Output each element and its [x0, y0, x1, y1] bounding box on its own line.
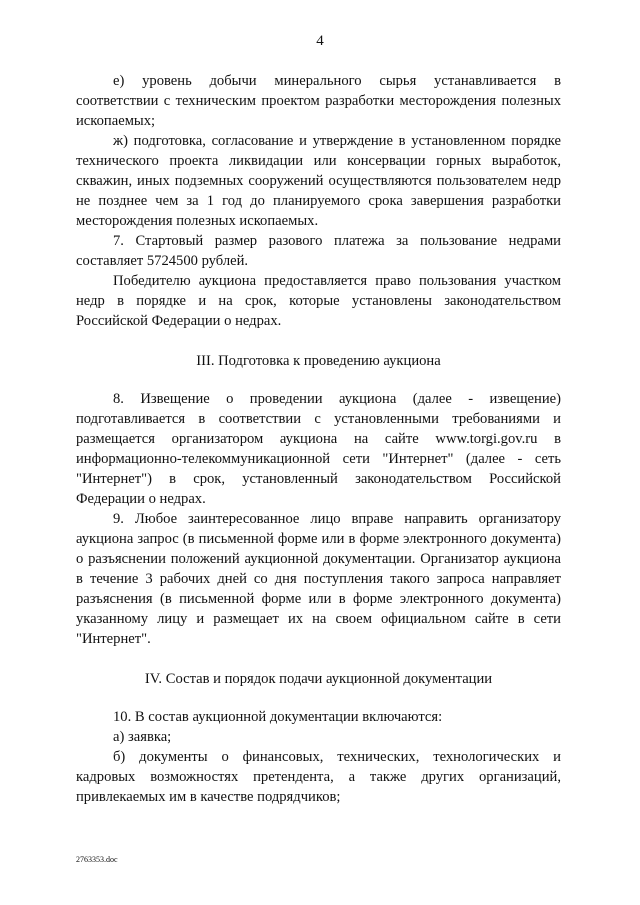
paragraph-item-zh: ж) подготовка, согласование и утверждение в установленном порядке технического проекта ликвидации или консервации горных выработок, скважин, иных подземных сооружений осуществляются пользователем недр не позднее чем за 1 год до планируемого срока завершения разработки месторождения полезных ископаемых. [76, 133, 561, 229]
page-number: 4 [316, 33, 324, 49]
footer-filename: 2763353.doc [76, 855, 118, 864]
document-body [76, 71, 561, 807]
paragraph-clause-9: 9. Любое заинтересованное лицо вправе направить организатору аукциона запрос (в письменной форме или в форме электронного документа) о разъяснении положений аукционной документации. Организатор аукциона в течение 3 рабочих дней со дня поступления такого запроса направляет разъяснения (в письменной форме или в форме электронного документа) указанному лицу и размещает их на своем официальном сайте в сети "Интернет". [76, 511, 561, 647]
section-heading-4: IV. Состав и порядок подачи аукционной документации [144, 671, 493, 687]
paragraph-item-b: б) документы о финансовых, технических, технологических и кадровых возможностях претендента, а также других организаций, привлекаемых им в качестве подрядчиков; [76, 749, 561, 805]
section-heading-3: III. Подготовка к проведению аукциона [196, 353, 441, 369]
paragraph-clause-7: 7. Стартовый размер разового платежа за пользование недрами составляет 5724500 рублей. [76, 233, 561, 269]
paragraph-clause-8: 8. Извещение о проведении аукциона (далее - извещение) подготавливается в соответствии с установленными требованиями и размещается организатором аукциона на сайте www.torgi.gov.ru в информационно-телекоммуникационной сети "Интернет" (далее - сеть "Интернет") в срок, установленный законодательством Российской Федерации о недрах. [76, 391, 561, 507]
paragraph-winner-rights: Победителю аукциона предоставляется право пользования участком недр в порядке и на срок, которые установлены законодательством Российской Федерации о недрах. [76, 273, 561, 329]
paragraph-item-e: е) уровень добычи минерального сырья устанавливается в соответствии с техническим проектом разработки месторождения полезных ископаемых; [76, 73, 561, 129]
paragraph-item-a: а) заявка; [113, 729, 172, 745]
paragraph-clause-10: 10. В состав аукционной документации включаются: [113, 709, 443, 725]
